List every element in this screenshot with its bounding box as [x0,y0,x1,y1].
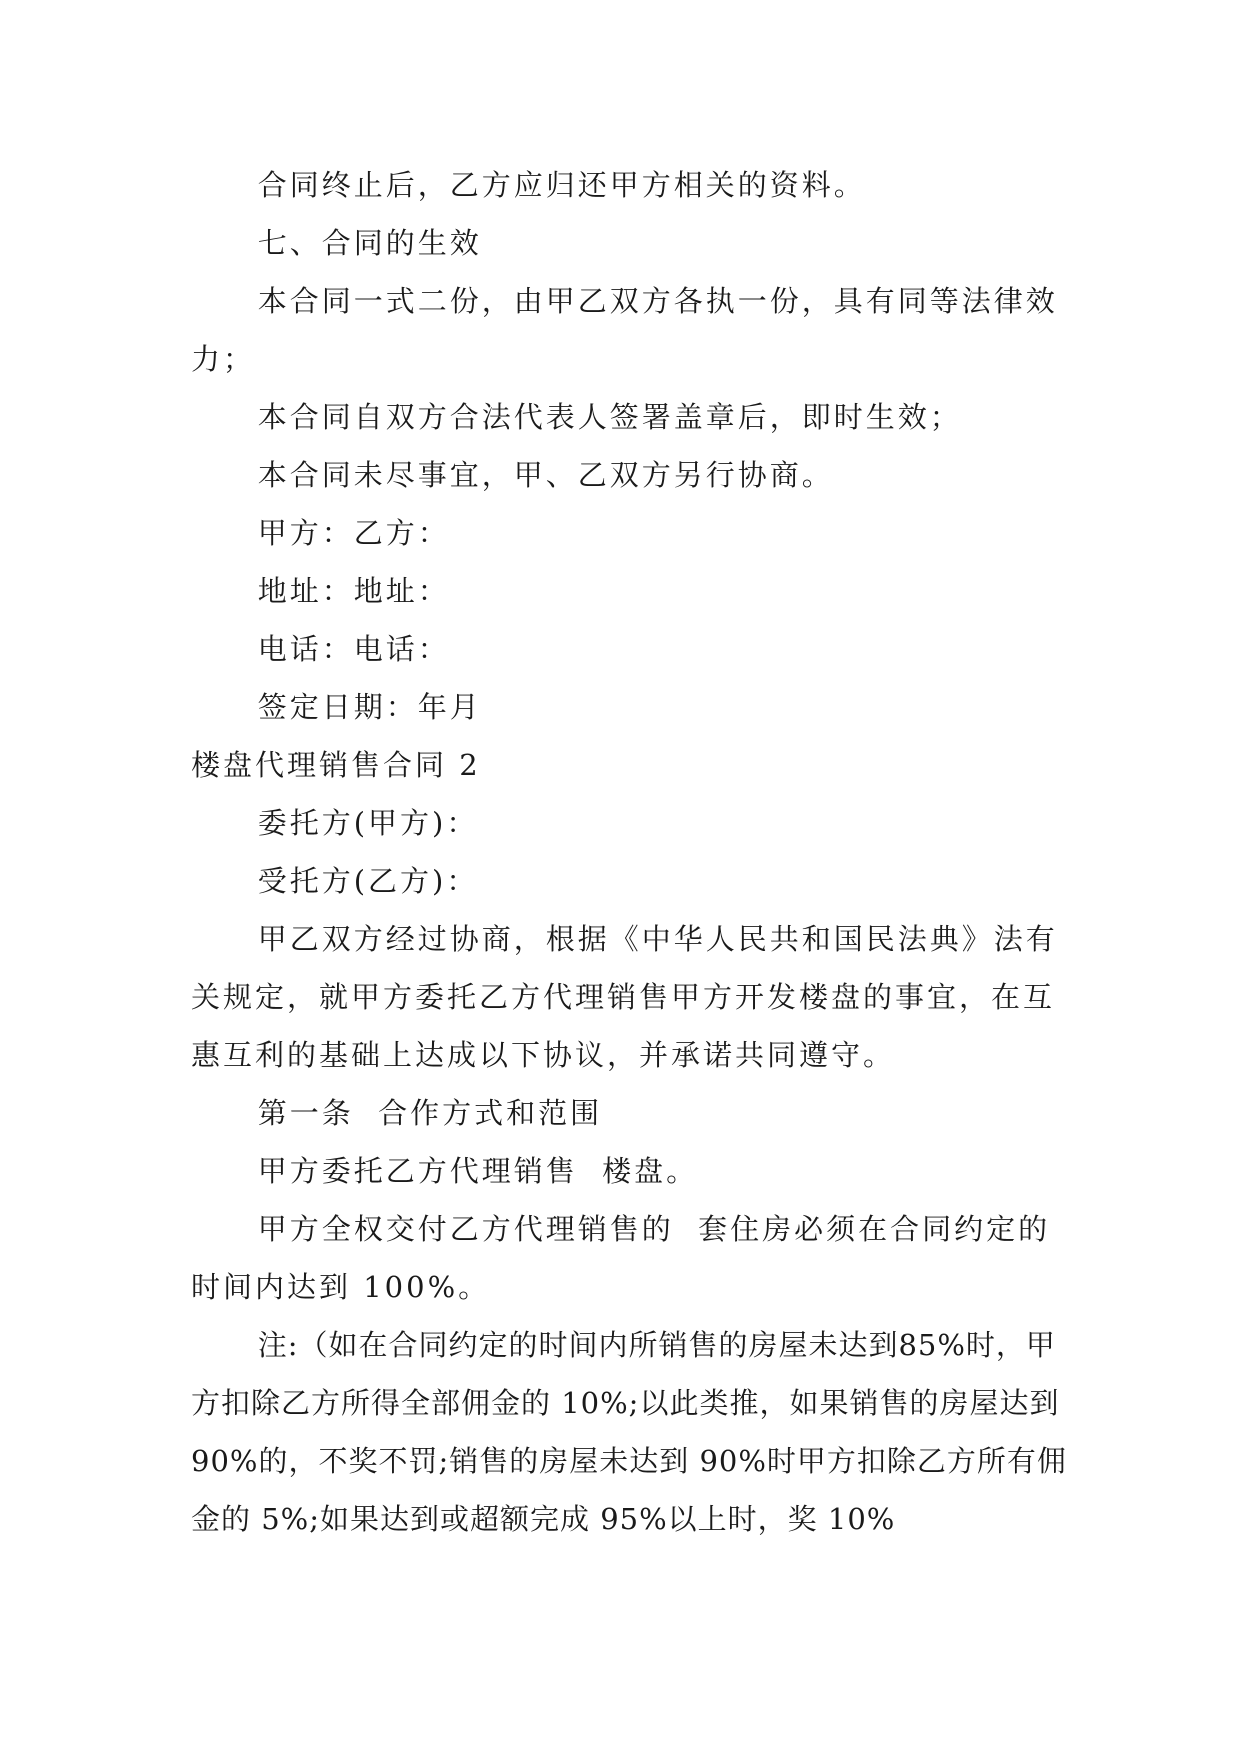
paragraph-return-materials: 合同终止后，乙方应归还甲方相关的资料。 [257,168,866,202]
paragraph-note-penalties: 注:（如在合同约定的时间内所销售的房屋未达到85%时，甲方扣除乙方所得全部佣金的 10%;以此类推，如果销售的房屋达到 90%的，不奖不罚;销售的房屋未达到 90%时甲方扣除乙方所有佣金的 5%;如果达到或超额完成 95%以上时，奖 10% [191,1328,1070,1536]
signature-date-line: 签定日期：年月 [257,690,482,724]
paragraph-copies: 本合同一式二份，由甲乙双方各执一份，具有同等法律效力； [191,284,1058,376]
section-heading-effectiveness: 七、合同的生效 [257,226,482,260]
paragraph-effective-on-signing: 本合同自双方合法代表人签署盖章后，即时生效； [257,400,962,434]
signature-phone-line: 电话：电话： [257,632,450,666]
document-body [191,156,1071,1548]
signature-party-line: 甲方：乙方： [257,516,450,550]
paragraph-commission-scope: 甲方委托乙方代理销售 楼盘。 [257,1154,699,1188]
paragraph-unresolved-matters: 本合同未尽事宜，甲、乙双方另行协商。 [257,458,834,492]
signature-address-line: 地址：地址： [257,574,450,608]
agent-party-line: 受托方(乙方)： [257,864,479,898]
article-1-heading: 第一条 合作方式和范围 [257,1096,603,1130]
paragraph-preamble: 甲乙双方经过协商，根据《中华人民共和国民法典》法有关规定，就甲方委托乙方代理销售甲方开发楼盘的事宜，在互惠互利的基础上达成以下协议，并承诺共同遵守。 [191,922,1058,1072]
principal-party-line: 委托方(甲方)： [257,806,479,840]
paragraph-sales-target: 甲方全权交付乙方代理销售的 套住房必须在合同约定的时间内达到 100%。 [191,1212,1051,1304]
contract-2-title: 楼盘代理销售合同 2 [191,748,481,782]
